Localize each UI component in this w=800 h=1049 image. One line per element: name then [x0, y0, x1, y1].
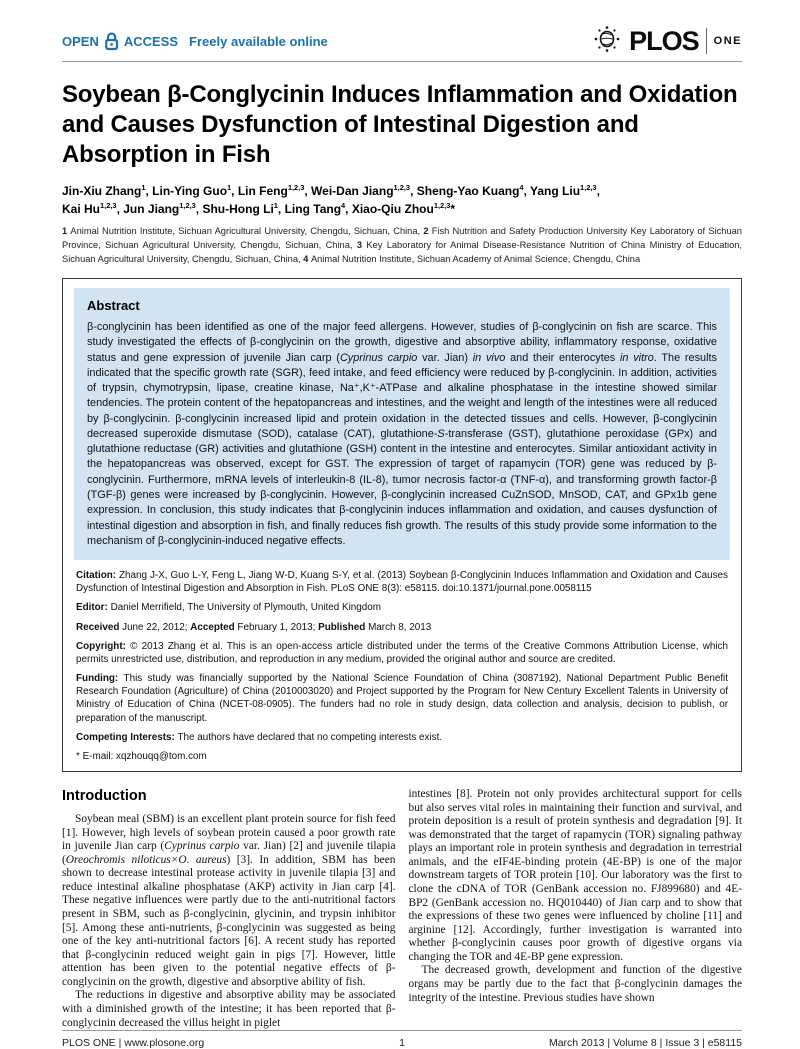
open-access-banner — [62, 32, 328, 51]
abstract-body: β-conglycinin has been identified as one of the major feed allergens. However, studies of β-conglycinin on fish are scarce. This study investigated the effects of β-conglycinin on the growth, digestive and absorptive ability, inflammatory response, oxidative status and gene expression of juvenile Jian carp (Cyprinus carpio var. Jian) in vivo and their enterocytes in vitro. The results indicated that the specific growth rate (SGR), feed intake, and feed efficiency were reduced by β-conglycinin. In addition, activities of trypsin, chymotrypsin, lipase, creatine kinase, Na⁺,K⁺-ATPase and alkaline phosphatase in the intestine showed similar tendencies. The protein content of the hepatopancreas and intestines, and the weight and length of the intestines were all reduced by β-conglycinin. β-conglycinin increased lipid and protein oxidation in the detected tissues and cells. However, β-conglycinin decreased superoxide dismutase (SOD), catalase (CAT), glutathione-S-transferase (GST), glutathione peroxidase (GPx) and glutathione reductase (GR) activities and glutathione (GSH) content in the intestine and enterocytes. Similar antioxidant activity in the hepatopancreas was observed, except for GST. The expression of target of rapamycin (TOR) gene was reduced by β-conglycinin. Furthermore, mRNA levels of interleukin-8 (IL-8), tumor necrosis factor-α (TNF-α), and transforming growth factor-β (TGF-β) genes were increased by β-conglycinin. However, β-conglycinin increased CuZnSOD, MnSOD, CAT, and GPx1b gene expression. In conclusion, this study indicates that β-conglycinin induces inflammation and oxidation, and causes dysfunction of intestinal digestion and absorption in fish, and finally reduces fish growth. The results of this study provide some information to the mechanism of β-conglycinin-induced negative effects. — [87, 321, 717, 547]
footer-page-number: 1 — [399, 1037, 405, 1049]
header-rule — [62, 61, 742, 62]
plos-globe-icon — [592, 24, 622, 59]
article-title: Soybean β-Conglycinin Induces Inflammation and Oxidation and Causes Dysfunction of Intestinal Digestion and Absorption in Fish — [62, 81, 738, 168]
authors-line: Jin-Xiu Zhang$^1$, Lin-Ying Guo$^1$, Lin Feng$^{1,2,3}$, Wei-Dan Jiang$^{1,2,3}$, Sheng-Yao Kuang$^4$, Yang Liu$^{1,2,3}$, Kai Hu$^{1,2,3}$, Jun Jiang$^{1,2,3}$, Shu-Hong Li$^1$, Ling Tang$^4$, Xiao-Qiu Zhou$^{1,2,3}$* — [62, 183, 600, 217]
plos-one-logo — [592, 24, 742, 59]
plos-wordmark: PLOS — [629, 25, 699, 56]
meta-row: Copyright: © 2013 Zhang et al. This is an open-access article distributed under the terms of the Creative Commons Attribution License, which permits unrestricted use, distribution, and reproduction in any medium, provided the original author and source are credited. — [76, 640, 728, 665]
logo-divider — [706, 28, 707, 54]
right-column — [409, 788, 743, 1030]
meta-row: Citation: Zhang J-X, Guo L-Y, Feng L, Jiang W-D, Kuang S-Y, et al. (2013) Soybean β-Conglycinin Induces Inflammation and Oxidation and Causes Dysfunction of Intestinal Digestion and Absorption in Fish. PLoS ONE 8(3): e58115. doi:10.1371/journal.pone.0058115 — [76, 570, 728, 595]
paragraph: intestines [8]. Protein not only provides architectural support for cells but also serves vital roles in maintaining their function and survival, and protein deposition is a result of protein synthesis and degradation [9]. It was demonstrated that the target of rapamycin (TOR) signaling pathway plays an important role in protein synthesis and degradation in terrestrial animals, and the eIF4E-binding protein (4E-BP) is one of the major downstream targets of TOR protein [10]. Our laboratory was the first to clone the cDNA of TOR (GenBank accession no. FJ899680) and 4E-BP2 (GenBank accession no. HQ010440) of Jian carp and to show that the expressions of these two genes were influenced by choline [11] and arginine [12]. Accordingly, further investigation is warranted into whether β-conglycinin causes poor growth of digestive organs via changing the TOR and 4E-BP gene expression. — [408, 788, 742, 963]
body-columns — [62, 788, 742, 1030]
abstract-heading: Abstract — [87, 298, 140, 314]
footer-rule — [62, 1030, 742, 1031]
meta-row: Received June 22, 2012; Accepted February 1, 2013; Published March 8, 2013 — [76, 621, 432, 633]
meta-row: Competing Interests: The authors have declared that no competing interests exist. — [76, 731, 443, 743]
meta-row: Editor: Daniel Merrifield, The University of Plymouth, United Kingdom — [76, 602, 381, 614]
affiliations: 1 Animal Nutrition Institute, Sichuan Agricultural University, Chengdu, Sichuan, China, 2 Fish Nutrition and Safety Production University Key Laboratory of Sichuan Province, Sichuan Agricultural University, Chengdu, Sichuan, China, 3 Key Laboratory for Animal Disease-Resistance Nutrition of China Ministry of Education, Sichuan Agricultural University, Chengdu, Sichuan, China, 4 Animal Nutrition Institute, Sichuan Academy of Animal Science, Chengdu, China — [62, 226, 742, 265]
meta-row: Funding: This study was financially supported by the National Science Foundation of China (3087192), National Department Public Benefit Research Foundation (Agriculture) of China (2010003020) and Project supported by the Program for New Century Excellent Talents in University of Ministry of Education of China (NCET-08-0905). The funders had no role in study design, data collection and analysis, decision to publish, or preparation of the manuscript. — [76, 673, 728, 724]
open-access-access-label: ACCESS — [123, 33, 179, 49]
footer-journal: PLOS ONE | www.plosone.org — [62, 1037, 205, 1049]
left-column-text — [62, 813, 396, 1030]
meta-row: * E-mail: xqzhouqq@tom.com — [76, 750, 207, 762]
freely-available-label: Freely available online — [189, 33, 328, 49]
paragraph: Soybean meal (SBM) is an excellent plant protein source for fish feed [1]. However, high levels of soybean protein caused a poor growth rate in juvenile Jian carp (Cyprinus carpio var. Jian) [2] and juvenile tilapia (Oreochromis niloticus×O. aureus) [3]. In addition, SBM has been shown to decrease intestinal protease activity in juvenile tilapia [3] and reduce intestinal alkaline phosphatase (AKP) activity in Jian carp [4]. These negative influences were partly due to the anti-nutritional factors present in SBM, such as β-conglycinin, glycinin, and trypsin inhibitor [5]. Among these anti-nutrients, β-conglycinin was suggested as being one of the key anti-nutritional factors [6]. A recent study has reported that β-conglycinin reduced weight gain in pigs [7]. However, little attention has been given to the potential negative effects of β-conglycinin on the growth, digestive and absorptive ability of fish. — [62, 813, 396, 988]
article-meta-box — [62, 278, 742, 772]
one-wordmark: ONE — [713, 35, 742, 47]
left-column — [62, 788, 396, 1030]
open-access-open-label: OPEN — [62, 33, 99, 49]
open-lock-icon — [104, 32, 119, 51]
footer-issue-info: March 2013 | Volume 8 | Issue 3 | e58115 — [548, 1037, 742, 1049]
paragraph: The reductions in digestive and absorptive ability may be associated with a diminished growth of the intestine; it has been reported that β-conglycinin decreased the villus height in piglet — [62, 989, 396, 1029]
meta-rows — [74, 569, 730, 763]
right-column-text — [409, 788, 743, 1005]
abstract-box — [74, 288, 730, 560]
page-header — [62, 24, 742, 58]
introduction-heading: Introduction — [62, 788, 147, 805]
paragraph: The decreased growth, development and function of the digestive organs may be partly due to the fact that β-conglycinin damages the integrity of the intestine. Previous studies have shown — [408, 964, 742, 1004]
